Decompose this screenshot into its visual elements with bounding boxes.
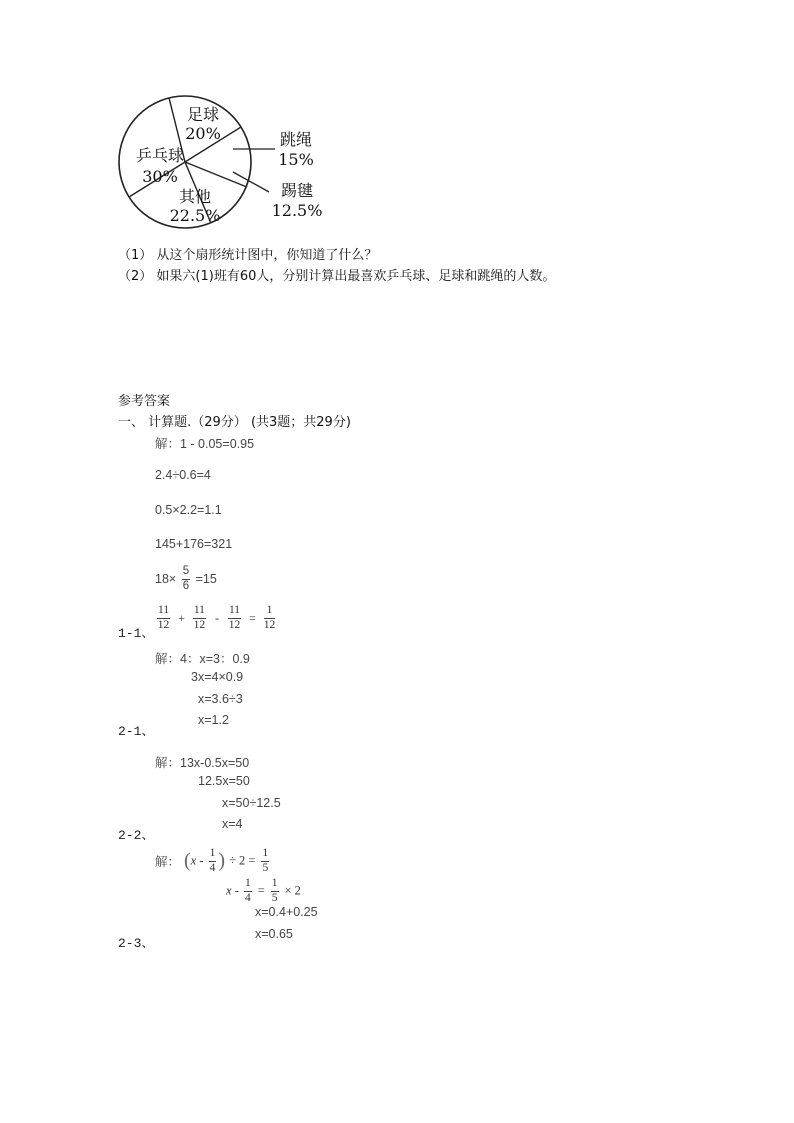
pie-labels	[136, 105, 322, 225]
ans-2-3-line-4: x=0.65	[255, 927, 293, 941]
numerator: 1	[209, 848, 217, 862]
denominator: 4	[244, 891, 251, 904]
slice-value-label: 30%	[142, 167, 178, 186]
answers-heading: 参考答案	[118, 394, 171, 409]
ans-2-2-line-3: x=50÷12.5	[222, 796, 281, 810]
ans-2-3-prefix: 解：	[155, 855, 181, 869]
ans-2-2-line-1: 解：13x-0.5x=50	[155, 756, 250, 770]
ans-2-3-line-2	[226, 878, 301, 904]
denominator: 12	[263, 618, 276, 631]
numerator: 1	[271, 878, 279, 892]
slice-label: 其他	[178, 187, 212, 206]
slice-label: 足球	[186, 105, 220, 124]
ans-1-line-5-prefix: 18×	[155, 572, 177, 586]
denominator: 12	[228, 618, 241, 631]
numerator: 11	[157, 605, 170, 619]
slice-label: 乒乓球	[135, 146, 185, 165]
ans-2-1-line-2: 3x=4×0.9	[191, 670, 244, 684]
denominator: 5	[271, 891, 278, 904]
denominator: 12	[193, 618, 206, 631]
numerator: 5	[182, 566, 190, 580]
equals: =	[257, 883, 265, 898]
ans-2-2-line-4: x=4	[222, 817, 243, 831]
slice-label: 踢毽	[280, 181, 314, 200]
ans-1-line-3: 0.5×2.2=1.1	[155, 503, 222, 517]
numerator: 1	[264, 605, 276, 619]
ans-label-1-1: 1-1、	[118, 626, 155, 641]
variable-x: x	[226, 883, 232, 898]
denominator: 5	[262, 861, 269, 874]
right-paren: )	[218, 849, 226, 872]
denominator: 6	[182, 579, 190, 592]
ans-2-2-line-2: 12.5x=50	[198, 774, 250, 788]
leader-line	[233, 172, 269, 192]
fraction	[182, 566, 190, 592]
minus: -	[196, 853, 207, 868]
ans-label-2-2: 2-2、	[118, 828, 155, 843]
denominator: 12	[157, 618, 170, 631]
ans-2-3-line-1	[155, 848, 271, 874]
slice-value-label: 20%	[185, 124, 221, 143]
question-1: （1） 从这个扇形统计图中，你知道了什么？	[118, 248, 378, 263]
variable-x: x	[190, 853, 197, 868]
numerator: 11	[193, 605, 206, 619]
ans-2-1-line-4: x=1.2	[198, 713, 229, 727]
numerator: 11	[228, 605, 241, 619]
equals: =	[249, 610, 256, 625]
operator: +	[178, 610, 185, 625]
section-1-title: 一、 计算题.（29分） (共3题；共29分)	[118, 415, 351, 430]
ans-label-2-3: 2-3、	[118, 936, 155, 951]
ans-2-3-line-3: x=0.4+0.25	[255, 905, 318, 919]
question-2: （2） 如果六(1)班有60人，分别计算出最喜欢乒乓球、足球和跳绳的人数。	[118, 269, 556, 284]
ans-1-line-5-suffix: =15	[195, 572, 217, 586]
minus: -	[231, 883, 242, 898]
div-two: ÷ 2 =	[229, 853, 256, 868]
numerator: 1	[244, 878, 252, 892]
ans-1-line-1: 解：1 - 0.05=0.95	[155, 437, 255, 451]
ans-1-fraction-line	[155, 605, 277, 631]
left-paren: (	[184, 849, 191, 872]
ans-2-1-line-3: x=3.6÷3	[198, 692, 243, 706]
pie-chart	[115, 92, 345, 237]
numerator: 1	[261, 848, 269, 862]
slice-value-label: 15%	[278, 150, 314, 169]
ans-2-1-line-1: 解：4：x=3：0.9	[155, 652, 250, 666]
times-two: × 2	[284, 883, 301, 898]
slice-label: 跳绳	[279, 130, 313, 149]
slice-value-label: 12.5%	[271, 201, 323, 220]
ans-1-line-2: 2.4÷0.6=4	[155, 468, 211, 482]
ans-label-2-1: 2-1、	[118, 724, 155, 739]
ans-1-line-5	[155, 566, 217, 592]
operator: -	[214, 610, 219, 625]
ans-1-line-4: 145+176=321	[155, 537, 233, 551]
denominator: 4	[209, 861, 216, 874]
slice-value-label: 22.5%	[169, 206, 221, 225]
